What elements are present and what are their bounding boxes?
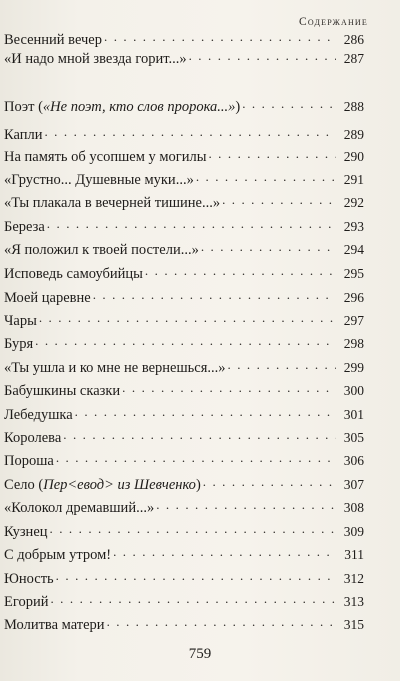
toc-entry-page: 315 (343, 617, 364, 632)
dot-leader (145, 264, 336, 278)
dot-leader (75, 405, 336, 419)
toc-entry-title (4, 476, 203, 494)
toc-entry-title (4, 289, 93, 307)
dot-leader (242, 97, 336, 111)
toc-entry-page: 297 (343, 313, 364, 328)
toc-entry (4, 217, 364, 236)
toc-entry-title (4, 50, 189, 68)
toc-entry-page: 306 (343, 453, 364, 468)
toc-entry-title (4, 31, 104, 49)
dot-leader (50, 592, 336, 606)
toc-entry-page: 293 (343, 219, 364, 234)
toc-entry (4, 49, 364, 68)
toc-entry-title-italic: Пер<евод> из Шевченко (43, 477, 196, 493)
toc-entry-title (4, 499, 156, 517)
dot-leader (35, 334, 336, 348)
dot-leader (56, 451, 336, 465)
toc-entry-title-text: Юность (4, 571, 54, 587)
toc-entry-title-text: Лебедушка (4, 407, 73, 423)
toc-entry-title-text: Пороша (4, 453, 54, 469)
dot-leader (56, 569, 336, 583)
dot-leader (203, 475, 336, 489)
dot-leader (44, 125, 336, 139)
toc-entry-page: 296 (343, 290, 364, 305)
toc-entry-title (4, 452, 56, 470)
toc-entry-page: 301 (343, 407, 364, 422)
toc-entry-page: 299 (343, 360, 364, 375)
toc-entry-title (4, 570, 56, 588)
toc-entry-title-text: С добрым утром! (4, 547, 112, 563)
dot-leader (39, 311, 336, 325)
toc-entry-page: 290 (343, 149, 364, 164)
toc-entry-title (4, 265, 145, 283)
toc-entry-page: 298 (343, 336, 364, 351)
toc-entry-page: 305 (343, 430, 364, 445)
toc-entry-title-text: Моей царевне (4, 290, 91, 306)
toc-entry (4, 545, 364, 564)
toc-entry (4, 311, 364, 330)
toc-entry-page: 292 (343, 195, 364, 210)
toc-entry (4, 193, 364, 212)
toc-entry-title-text: Весенний вечер (4, 32, 102, 48)
toc-entry (4, 428, 364, 447)
toc-entry-title-text: На память об усопшем у могилы (4, 149, 207, 165)
toc-entry (4, 358, 364, 377)
toc-entry (4, 405, 364, 424)
toc-entry-page: 291 (343, 172, 364, 187)
toc-entry (4, 264, 364, 283)
toc-entry-title-text: «Ты ушла и ко мне не вернешься...» (4, 360, 226, 376)
toc-entry-page: 287 (343, 51, 364, 66)
dot-leader (63, 428, 336, 442)
running-header: Содержание (299, 16, 368, 28)
toc-entry (4, 240, 364, 259)
toc-entry-title-text: Береза (4, 219, 45, 235)
toc-entry-page: 300 (343, 383, 364, 398)
toc-entry (4, 288, 364, 307)
toc-entry-title (4, 616, 107, 634)
toc-entry-title-text: Кузнец (4, 524, 48, 540)
toc-entry-title (4, 126, 44, 144)
toc-entry-title-text: Поэт ( (4, 99, 43, 115)
dot-leader (47, 217, 336, 231)
dot-leader (228, 358, 336, 372)
toc-entry (4, 615, 364, 634)
toc-entry-page: 294 (343, 242, 364, 257)
dot-leader (156, 498, 336, 512)
toc-entry-title-text: Бабушкины сказки (4, 383, 121, 399)
toc-entry (4, 592, 364, 611)
toc-entry-title (4, 406, 75, 424)
dot-leader (196, 170, 336, 184)
toc-entry-title (4, 429, 63, 447)
dot-leader (189, 49, 336, 63)
toc-entry (4, 498, 364, 517)
toc-entry-page: 307 (343, 477, 364, 492)
toc-entry-title-suffix: ) (235, 99, 241, 115)
toc-entry-page: 311 (344, 547, 364, 562)
toc-entry-page: 308 (343, 500, 364, 515)
toc-entry-title (4, 194, 222, 212)
toc-entry-title (4, 312, 39, 330)
dot-leader (201, 240, 336, 254)
dot-leader (222, 193, 336, 207)
dot-leader (122, 381, 336, 395)
toc-entry (4, 451, 364, 470)
dot-leader (50, 522, 336, 536)
toc-entry-title-text: «Грустно... Душевные муки...» (4, 172, 194, 188)
toc-entry-title (4, 241, 201, 259)
dot-leader (93, 288, 336, 302)
dot-leader (107, 615, 336, 629)
toc-entry-title-suffix: ) (195, 477, 201, 493)
toc-entry-title (4, 218, 47, 236)
dot-leader (113, 545, 336, 559)
toc-entry (4, 147, 364, 166)
toc-entry (4, 125, 364, 144)
toc-entry-title-text: Село ( (4, 477, 44, 493)
toc-entry (4, 569, 364, 588)
toc-entry-page: 309 (343, 524, 364, 539)
toc-entry-title (4, 382, 122, 400)
toc-entry-page: 286 (343, 32, 364, 47)
dot-leader (104, 30, 336, 44)
toc-entry-page: 289 (343, 127, 364, 142)
toc-entry-title (4, 523, 50, 541)
toc-entry (4, 381, 364, 400)
toc-entry-title (4, 546, 113, 564)
toc-entry (4, 334, 364, 353)
toc-entry-page: 295 (343, 266, 364, 281)
toc-entry-title (4, 171, 196, 189)
toc-entry-page: 312 (343, 571, 364, 586)
toc-entry-page: 288 (343, 99, 364, 114)
toc-entry-title-text: «Колокол дремавший...» (4, 500, 155, 516)
toc-entry-title (4, 98, 242, 116)
toc-entry-title (4, 335, 35, 353)
toc-entry (4, 30, 364, 49)
toc-entry-title-text: «Я положил к твоей постели...» (4, 242, 199, 258)
toc-entry-title (4, 593, 50, 611)
toc-entry-title-text: «Ты плакала в вечерней тишине...» (4, 195, 221, 211)
toc-entry-title-text: «И надо мной звезда горит...» (4, 51, 187, 67)
dot-leader (208, 147, 336, 161)
page-number: 759 (188, 646, 212, 662)
toc-entry (4, 170, 364, 189)
toc-entry (4, 522, 364, 541)
toc-entry-title-text: Капли (4, 127, 43, 143)
toc-entry-title (4, 359, 228, 377)
toc-entry (4, 475, 364, 494)
toc-entry-page: 313 (343, 594, 364, 609)
toc-entry-title-text: Исповедь самоубийцы (4, 266, 143, 282)
toc-entry-title (4, 148, 208, 166)
toc-entry-title-text: Молитва матери (4, 617, 105, 633)
toc-entry-title-text: Чары (4, 313, 37, 329)
toc-entry-title-italic: «Не поэт, кто слов пророка...» (42, 99, 236, 115)
toc-entry (4, 97, 364, 116)
toc-entry-title-text: Буря (4, 336, 34, 352)
toc-entry-title-text: Королева (4, 430, 62, 446)
toc-entry-title-text: Егорий (4, 594, 49, 610)
